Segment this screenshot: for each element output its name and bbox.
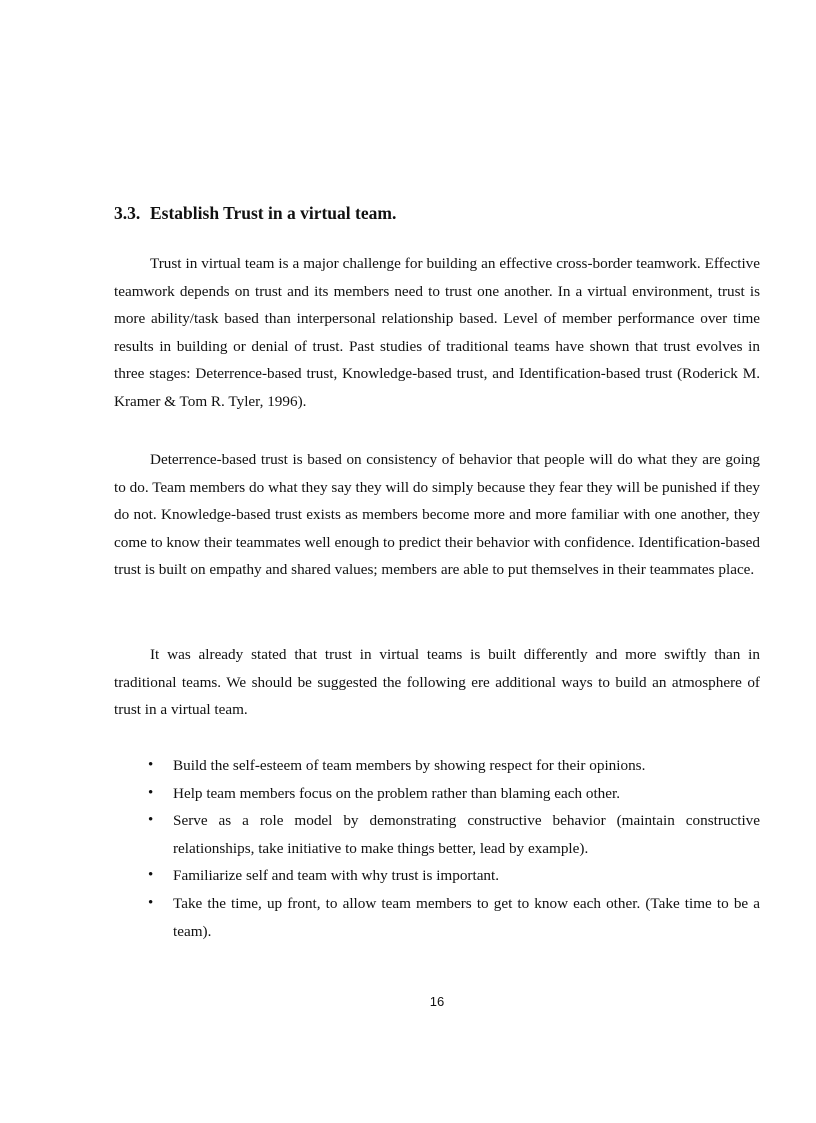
trust-building-list — [114, 752, 760, 945]
section-title: Establish Trust in a virtual team. — [150, 203, 397, 223]
bullet-icon: • — [148, 894, 154, 911]
section-heading — [114, 201, 760, 225]
paragraph-additional-ways: It was already stated that trust in virtual teams is built differently and more swiftly than in traditional teams. We should be suggested the following ere additional ways to build an atmosphere of trust in a virtual team. — [114, 646, 760, 719]
paragraph-trust-types: Deterrence-based trust is based on consistency of behavior that people will do what they are going to do. Team members do what they say they will do simply because they fear they will be punished if they do not. Knowledge-based trust exists as members become more and more familiar with one another, they come to know their teammates well enough to predict their behavior with confidence. Identification-based trust is built on empathy and shared values; members are able to put themselves in their teammates place. — [114, 451, 760, 579]
page-number: 16 — [429, 994, 445, 1009]
list-item-text: Take the time, up front, to allow team members to get to know each other. (Take time to be a team). — [173, 894, 760, 940]
list-item — [114, 807, 760, 862]
list-item-text: Familiarize self and team with why trust is important. — [173, 867, 500, 885]
list-item-text: Help team members focus on the problem rather than blaming each other. — [173, 784, 621, 802]
list-item-text: Serve as a role model by demonstrating constructive behavior (maintain constructive relationships, take initiative to make things better, lead by example). — [173, 812, 760, 857]
bullet-icon: • — [148, 757, 154, 773]
bullet-icon: • — [148, 784, 154, 801]
section-number: 3.3. — [114, 203, 141, 223]
list-item-text: Build the self-esteem of team members by showing respect for their opinions. — [173, 757, 646, 774]
list-item — [114, 890, 760, 945]
list-item — [114, 780, 760, 808]
document-page — [114, 0, 760, 1123]
list-item — [114, 862, 760, 890]
bullet-icon: • — [148, 812, 154, 829]
list-item — [114, 752, 760, 780]
bullet-icon: • — [148, 867, 154, 884]
paragraph-trust-intro: Trust in virtual team is a major challenge for building an effective cross-border teamwork. Effective teamwork depends on trust and its members need to trust one another. In a virtual environment, trust is more ability/task based than interpersonal relationship based. Level of member performance over time results in building or denial of trust. Past studies of traditional teams have shown that trust evolves in three stages: Deterrence-based trust, Knowledge-based trust, and Identification-based trust (Roderick M. Kramer & Tom R. Tyler, 1996). — [114, 255, 760, 410]
